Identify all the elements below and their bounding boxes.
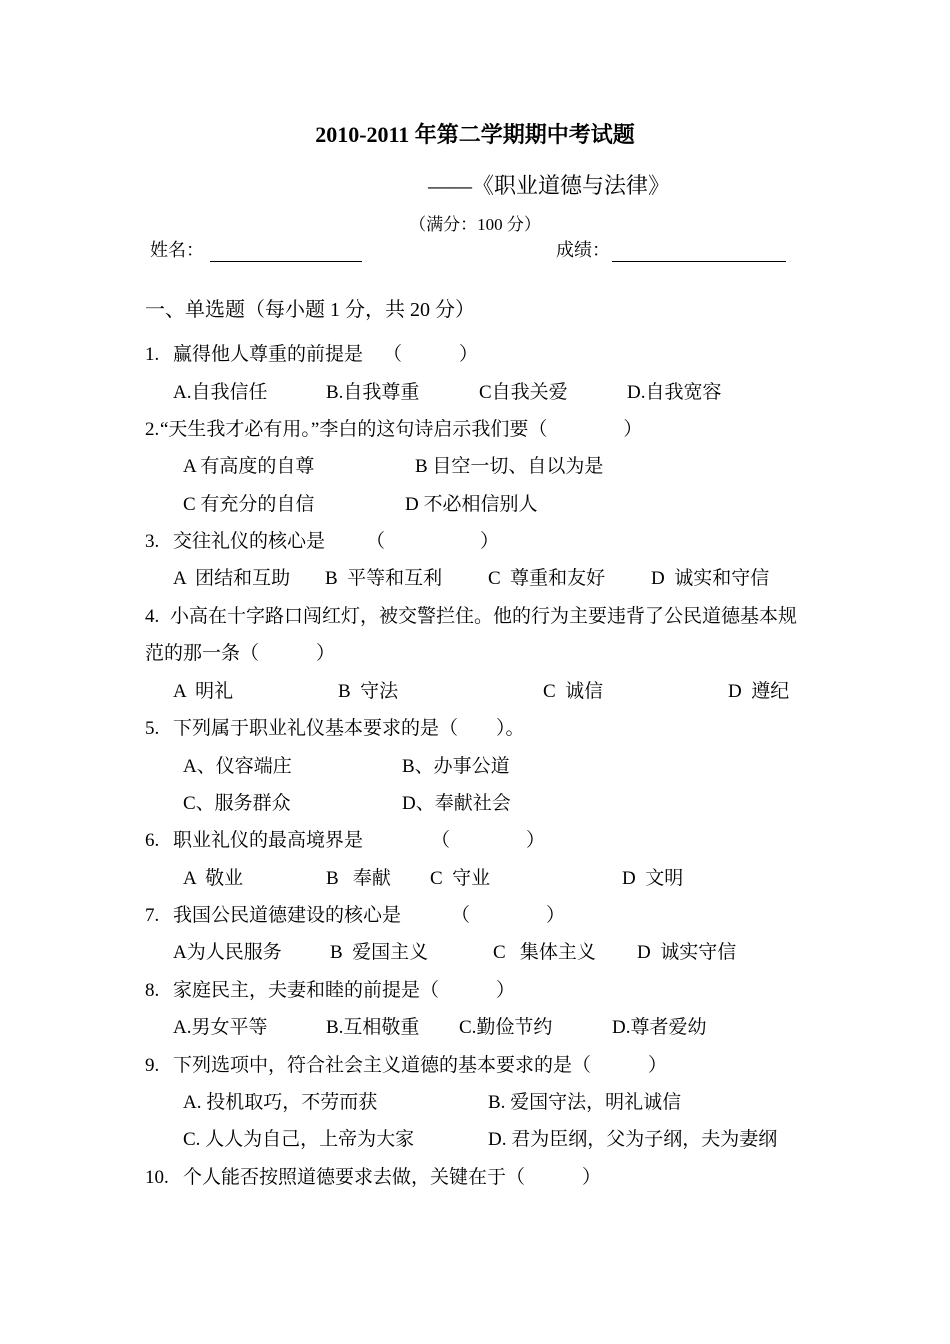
option-d: D 诚实守信 bbox=[637, 942, 737, 963]
option-c: C 诚信 bbox=[543, 681, 604, 702]
name-label: 姓名： bbox=[150, 240, 204, 260]
option-d: D 诚实和守信 bbox=[651, 568, 770, 589]
option-a: A、仪容端庄 bbox=[183, 756, 292, 777]
question-4-options bbox=[0, 680, 950, 704]
option-d: D、奉献社会 bbox=[402, 793, 511, 814]
answer-blank: （ ） bbox=[451, 905, 566, 926]
answer-blank: （ ） bbox=[431, 830, 546, 851]
question-6 bbox=[0, 829, 950, 853]
question-number: 3. bbox=[145, 531, 160, 552]
question-stem: 交往礼仪的核心是 bbox=[173, 531, 326, 552]
answer-blank: （ ） bbox=[528, 419, 643, 440]
question-9-options-row-1 bbox=[0, 1091, 950, 1115]
question-5-options-row-1 bbox=[0, 755, 950, 779]
exam-subtitle: ——《职业道德与法律》 bbox=[428, 173, 671, 198]
full-score-note: （满分：100 分） bbox=[409, 215, 541, 234]
option-a: A为人民服务 bbox=[173, 942, 282, 963]
question-2 bbox=[0, 418, 950, 442]
question-number: 6. bbox=[145, 830, 160, 851]
question-stem: 家庭民主，夫妻和睦的前提是 bbox=[173, 980, 421, 1001]
name-underline bbox=[210, 239, 362, 262]
exam-title: 2010-2011 年第二学期期中考试题 bbox=[315, 122, 635, 147]
question-stem: 下列选项中，符合社会主义道德的基本要求的是 bbox=[173, 1055, 573, 1076]
answer-blank: （ ） bbox=[506, 1167, 602, 1188]
question-number: 1. bbox=[145, 344, 160, 365]
option-a: A 明礼 bbox=[173, 681, 234, 702]
question-5 bbox=[0, 717, 950, 741]
question-text bbox=[183, 1166, 601, 1190]
question-1-options bbox=[0, 381, 950, 405]
option-c: C 守业 bbox=[430, 868, 491, 889]
option-a: A 有高度的自尊 bbox=[183, 456, 315, 477]
question-text bbox=[160, 418, 642, 442]
option-c: C 有充分的自信 bbox=[183, 494, 315, 515]
question-8 bbox=[0, 979, 950, 1003]
question-suffix: 。 bbox=[505, 718, 525, 739]
option-b: B 奉献 bbox=[326, 868, 391, 889]
question-stem: 我国公民道德建设的核心是 bbox=[173, 905, 402, 926]
question-4 bbox=[0, 605, 950, 629]
option-d: D 文明 bbox=[622, 868, 684, 889]
question-text bbox=[173, 343, 478, 367]
question-number: 9. bbox=[145, 1055, 160, 1076]
question-5-options-row-2 bbox=[0, 792, 950, 816]
option-a: A.自我信任 bbox=[173, 382, 268, 403]
question-number: 4. bbox=[145, 606, 160, 627]
question-number: 5. bbox=[145, 718, 160, 739]
question-3-options bbox=[0, 567, 950, 591]
question-text bbox=[145, 642, 335, 666]
question-stem: 下列属于职业礼仪基本要求的是 bbox=[173, 718, 440, 739]
question-stem-continued: 范的那一条 bbox=[145, 643, 241, 664]
question-1 bbox=[0, 343, 950, 367]
question-7 bbox=[0, 904, 950, 928]
question-9 bbox=[0, 1054, 950, 1078]
question-text bbox=[173, 904, 565, 928]
question-2-options-row-1 bbox=[0, 455, 950, 479]
answer-blank: （ ） bbox=[366, 531, 500, 552]
question-9-options-row-2 bbox=[0, 1128, 950, 1152]
question-stem: 职业礼仪的最高境界是 bbox=[173, 830, 364, 851]
option-c: C. 人人为自己，上帝为大家 bbox=[183, 1129, 415, 1150]
option-d: D 遵纪 bbox=[728, 681, 790, 702]
question-text bbox=[173, 829, 545, 853]
question-stem: “天生我才必有用。”李白的这句诗启示我们要 bbox=[160, 419, 529, 440]
question-text bbox=[173, 979, 515, 1003]
option-b: B.互相敬重 bbox=[326, 1017, 420, 1038]
option-b: B 爱国主义 bbox=[330, 942, 429, 963]
question-text bbox=[173, 1054, 667, 1078]
option-b: B 平等和互利 bbox=[325, 568, 443, 589]
option-b: B、办事公道 bbox=[402, 756, 510, 777]
question-text bbox=[170, 605, 797, 629]
option-a: A 团结和互助 bbox=[173, 568, 291, 589]
option-c: C 集体主义 bbox=[493, 942, 596, 963]
question-text bbox=[173, 530, 499, 554]
answer-blank: （ ） bbox=[420, 980, 516, 1001]
option-a: A. 投机取巧，不劳而获 bbox=[183, 1092, 378, 1113]
option-b: B 守法 bbox=[338, 681, 399, 702]
question-number: 2. bbox=[145, 419, 160, 440]
option-c: C自我关爱 bbox=[479, 382, 568, 403]
question-text bbox=[173, 717, 525, 741]
question-number: 8. bbox=[145, 980, 160, 1001]
option-d: D.尊者爱幼 bbox=[612, 1017, 707, 1038]
question-10 bbox=[0, 1166, 950, 1190]
option-d: D 不必相信别人 bbox=[405, 494, 538, 515]
question-stem: 个人能否按照道德要求去做，关键在于 bbox=[183, 1167, 507, 1188]
option-c: C.勤俭节约 bbox=[459, 1017, 553, 1038]
question-7-options bbox=[0, 941, 950, 965]
answer-blank: （ ） bbox=[240, 643, 336, 664]
question-stem: 赢得他人尊重的前提是 bbox=[173, 344, 364, 365]
option-c: C、服务群众 bbox=[183, 793, 291, 814]
option-d: D. 君为臣纲，父为子纲，夫为妻纲 bbox=[488, 1129, 778, 1150]
option-a: A.男女平等 bbox=[173, 1017, 268, 1038]
question-6-options bbox=[0, 867, 950, 891]
question-number: 10. bbox=[145, 1167, 169, 1188]
score-label: 成绩： bbox=[556, 240, 610, 260]
answer-blank: （ ） bbox=[439, 718, 506, 739]
option-c: C 尊重和友好 bbox=[488, 568, 606, 589]
answer-blank: （ ） bbox=[572, 1055, 668, 1076]
question-number: 7. bbox=[145, 905, 160, 926]
section-heading: 一、单选题（每小题 1 分，共 20 分） bbox=[145, 299, 475, 321]
option-b: B. 爱国守法，明礼诚信 bbox=[488, 1092, 682, 1113]
score-underline bbox=[612, 239, 786, 262]
question-4-continued bbox=[0, 642, 950, 666]
option-b: B 目空一切、自以为是 bbox=[415, 456, 604, 477]
question-2-options-row-2 bbox=[0, 493, 950, 517]
question-stem: 小高在十字路口闯红灯，被交警拦住。他的行为主要违背了公民道德基本规 bbox=[170, 606, 798, 627]
question-8-options bbox=[0, 1016, 950, 1040]
answer-blank: （ ） bbox=[383, 344, 479, 365]
option-b: B.自我尊重 bbox=[326, 382, 420, 403]
question-3 bbox=[0, 530, 950, 554]
option-d: D.自我宽容 bbox=[627, 382, 722, 403]
option-a: A 敬业 bbox=[183, 868, 244, 889]
